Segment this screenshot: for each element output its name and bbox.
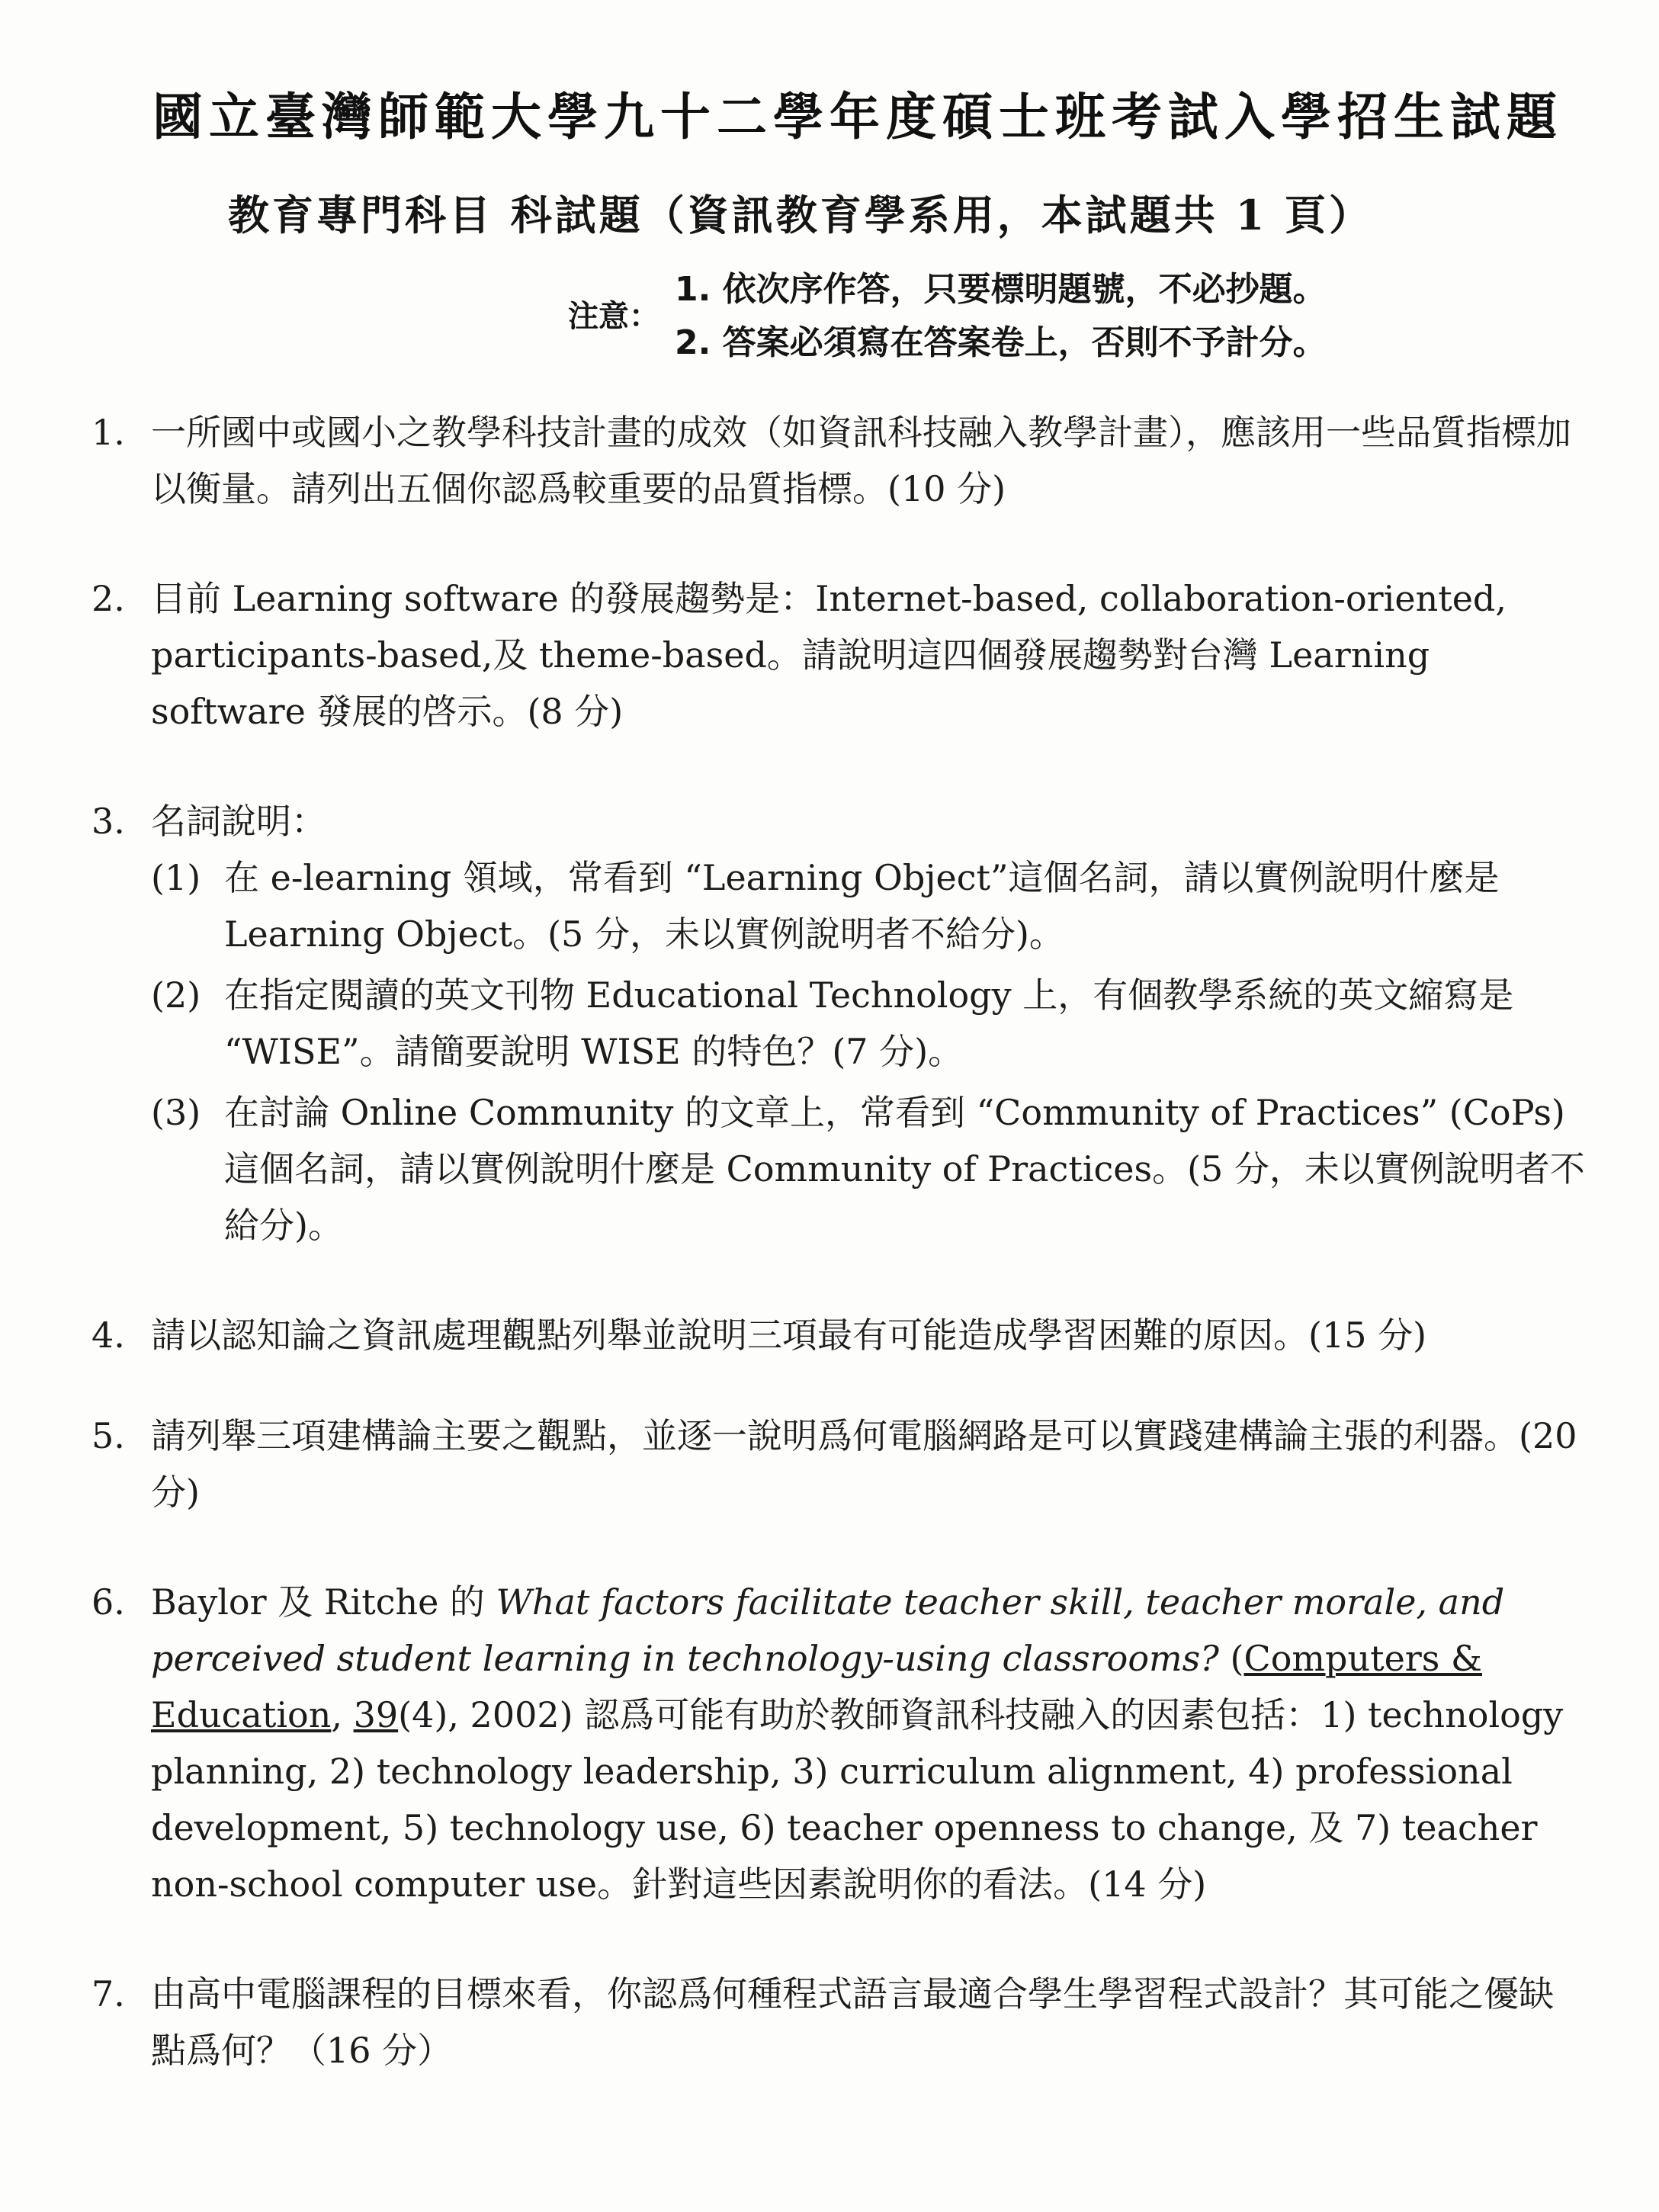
question-number: 1. [91,412,125,453]
question-6-lead: Baylor 及 Ritche 的 [151,1581,485,1623]
question-text: 名詞說明： [151,801,326,842]
subitem-text: 在討論 Online Community 的文章上，常看到 “Community of Practices” (CoPs)這個名詞，請以實例說明什麼是 Community of Practices。(5 分，未以實例說明者不給分)。 [224,1092,1585,1246]
notice-item: 2. 答案必須寫在答案卷上，否則不予計分。 [675,323,1327,362]
question-1 [91,404,1586,517]
question-text: 請以認知論之資訊處理觀點列舉並說明三項最有可能造成學習困難的原因。(15 分) [151,1315,1427,1356]
notice-item: 1. 依次序作答，只要標明題號，不必抄題。 [675,270,1327,309]
article-title: What factors facilitate teacher skill, teacher morale, and perceived student learning in technology-using classrooms? [151,1581,1505,1679]
question-text: 由高中電腦課程的目標來看，你認爲何種程式語言最適合學生學習程式設計？其可能之優缺點爲何？（16 分） [151,1973,1554,2071]
journal-volume: 39 [353,1694,399,1735]
question-3-subitem-3 [151,1084,1586,1254]
question-3-subitem-1 [151,849,1586,962]
question-3 [91,793,1586,849]
question-number: 5. [91,1415,125,1456]
question-number: 2. [91,578,125,619]
question-text: 一所國中或國小之教學科技計畫的成效（如資訊科技融入教學計畫），應該用一些品質指標加以衡量。請列出五個你認爲較重要的品質指標。(10 分) [151,412,1571,509]
question-7 [91,1966,1586,2079]
question-6-rest: (4), 2002) 認爲可能有助於教師資訊科技融入的因素包括：1) technology planning, 2) technology leadership, 3) curriculum alignment, 4) professional development, 5) technology use, 6) teacher openness to change, 及 7) teacher non-school computer use。針對這些因素說明你的看法。(14 分) [151,1694,1564,1905]
exam-title: 國立臺灣師範大學九十二學年度碩士班考試入學招生試題 [152,87,1563,146]
question-6 [91,1574,1586,1912]
question-2 [91,570,1586,740]
subitem-number: (2) [151,974,201,1016]
subitem-text: 在指定閱讀的英文刊物 Educational Technology 上，有個教學系統的英文縮寫是 “WISE”。請簡要說明 WISE 的特色？(7 分)。 [224,974,1514,1072]
question-text: 目前 Learning software 的發展趨勢是：Internet-based, collaboration-oriented, participants-based,及 theme-based。請說明這四個發展趨勢對台灣 Learning software 發展的啓示。(8 分) [151,578,1507,732]
notice-label: 注意： [568,299,659,334]
notice-block [568,263,1407,370]
question-text: Baylor 及 Ritche 的 What factors facilitate teacher skill, teacher morale, and perceived student learning in technology-using classrooms? (Computers & Education, 39(4), 2002) 認爲可能有助於教師資訊科技融入的因素包括：1) technology planning, 2) technology leadership, 3) curriculum alignment, 4) professional development, 5) technology use, 6) teacher openness to change, 及 7) teacher non-school computer use。針對這些因素說明你的看法。(14 分) [151,1581,1564,1905]
question-number: 4. [91,1315,125,1356]
question-number: 6. [91,1581,125,1623]
subitem-number: (3) [151,1092,201,1133]
exam-subtitle: 教育專門科目 科試題（資訊教育學系用，本試題共 1 頁） [228,191,1373,239]
question-number: 7. [91,1973,125,2015]
question-5 [91,1408,1586,1520]
question-list [91,404,1586,2079]
subitem-text: 在 e-learning 領域，常看到 “Learning Object”這個名詞，請以實例說明什麼是 Learning Object。(5 分，未以實例說明者不給分)。 [224,857,1500,955]
journal-name: Computers & Education [151,1638,1482,1735]
subitem-number: (1) [151,857,201,898]
question-3-subitem-2 [151,967,1586,1080]
question-4 [91,1307,1586,1363]
notice-items [675,263,1327,370]
question-text: 請列舉三項建構論主要之觀點，並逐一說明爲何電腦網路是可以實踐建構論主張的利器。(20 分) [151,1415,1577,1513]
question-number: 3. [91,801,125,842]
